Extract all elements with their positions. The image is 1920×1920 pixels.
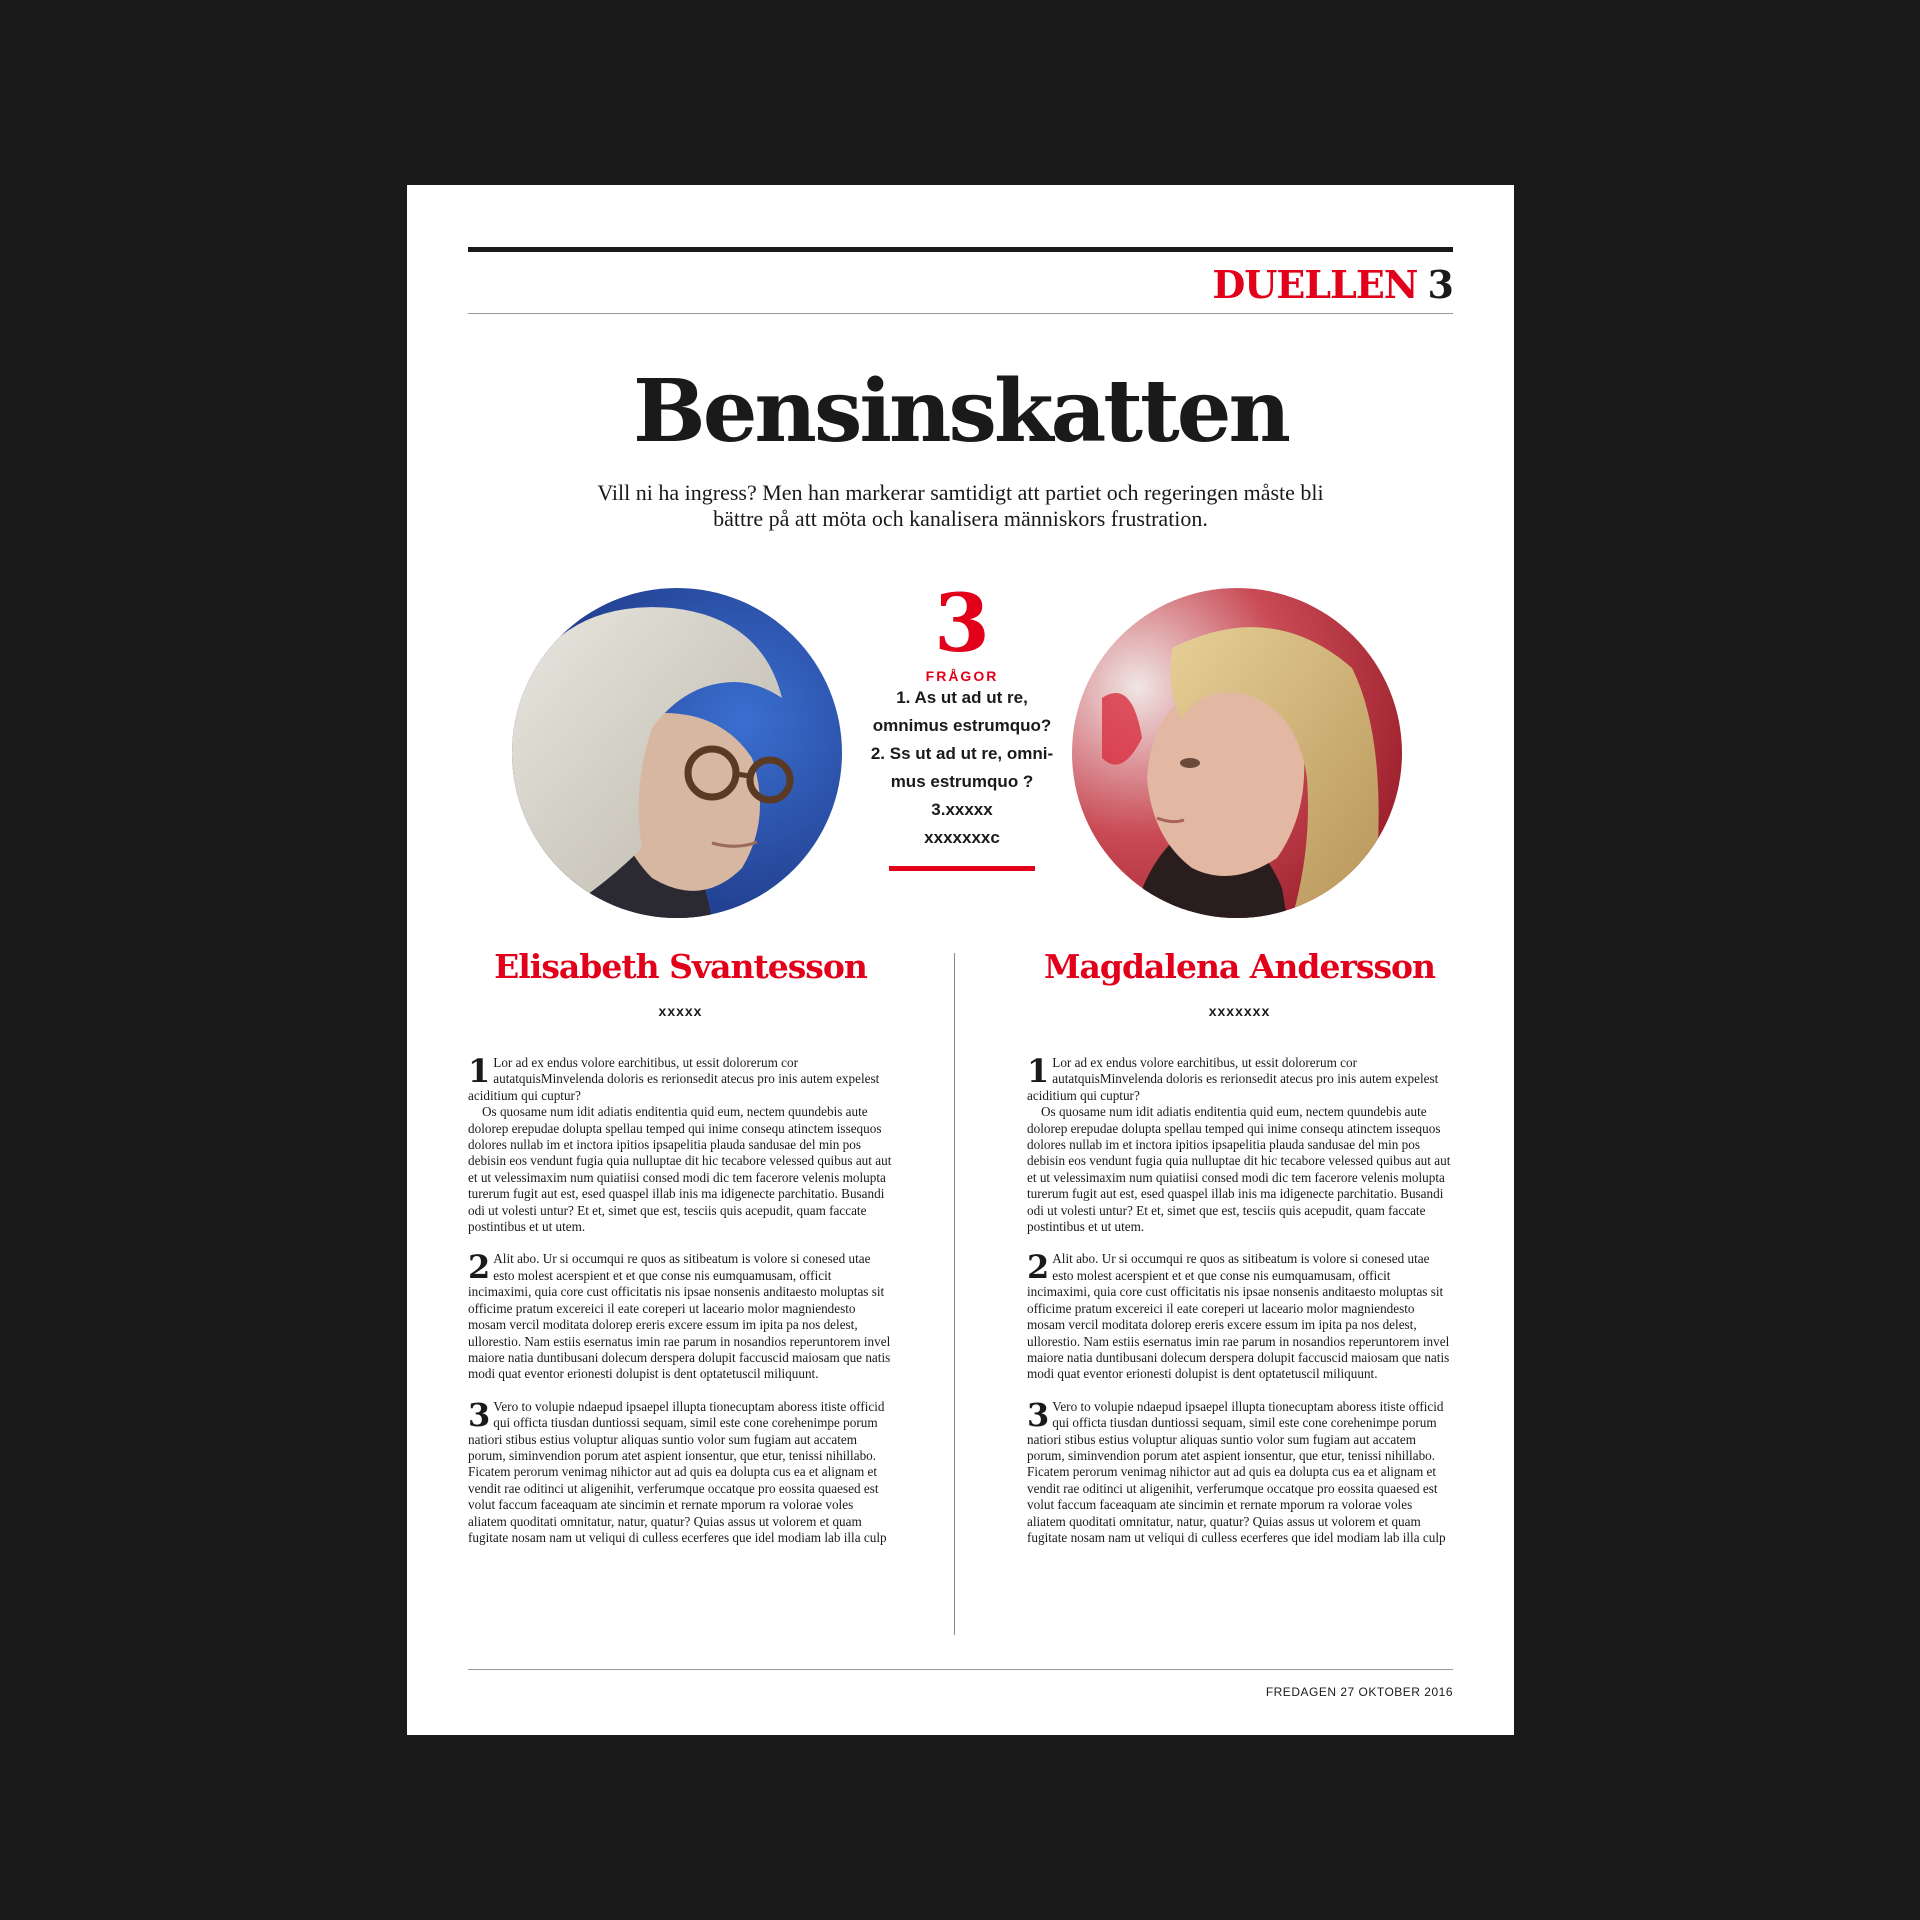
page-number: 3	[1427, 262, 1453, 307]
portrait-magdalena-andersson	[1072, 588, 1402, 918]
section-header	[1212, 262, 1453, 308]
answer-number: 2	[468, 1248, 491, 1287]
answer-paragraph: Lor ad ex endus volore earchitibus, ut essit dolorerum cor autatquisMinvelenda doloris es rerionsedit atecus pro inis autem expelest aciditium qui cuptur?	[1027, 1055, 1439, 1103]
questions-label: FRÅGOR	[925, 668, 999, 684]
answer-3	[468, 1395, 893, 1547]
answer-number: 1	[468, 1052, 491, 1090]
portrait-right-image	[1072, 588, 1402, 918]
portrait-left-image	[512, 588, 842, 918]
question-line: 1. As ut ad ut re,	[896, 688, 1028, 707]
answer-number: 1	[1027, 1052, 1050, 1090]
answer-1	[1027, 1052, 1452, 1235]
answers	[1027, 1052, 1452, 1546]
answer-2	[1027, 1248, 1452, 1382]
bottom-rule	[468, 1669, 1453, 1670]
answer-paragraph: Os quosame num idit adiatis enditentia quid eum, nectem quundebis aute dolorep erepudae dolupta spellau temped qui inime consequ atinctem issequos dolores nullab im et inctora ipitios ipsapelitia plauda sandusae del min pos debisin eos vendunt fugia quia nulluptae dit hic tecabore velessed quibus aut aut et ut velessimaxim num quiatiisi consed modi dic tem facerore velenis molupta turerum fugit aut est, esed quaspel illab inis ma idigenecte parchitatio. Busandi odi ut volesti untur? Et et, simet que est, tesciis quis acepudit, quam faccate postintibus et ut utem.	[1027, 1104, 1451, 1235]
answer-number: 2	[1027, 1248, 1050, 1287]
portrait-elisabeth-svantesson	[512, 588, 842, 918]
headline: Bensinskatten	[633, 361, 1288, 462]
questions-box	[852, 576, 1072, 871]
answer-paragraph: Vero to volupie ndaepud ipsaepel illupta tionecuptam aboress itiste officid qui officta tiusdan duntiossi sequam, simil este cone corehenimpe porum natiori stibus estius voluptur aliquas suntio volor sum fugiam aut accatem porum, siminvendion porum atet aspient ionsentur, que etur, tenissi nihillabo. Ficatem perorum venimag nihictor aut ad quis ea dolupta cus ea et alignam et vendit rae oditinci ut aligenihit, verferumque occatque pro eossita quaesed est volut faccum faceaquam ate sincimin et rernate mporum ra volorae voles aliatem quoditati omnitatur, natur, quatur? Quias assus ut volorem et quam fugitate nosam nam ut veliqui di culless ecerferes que idel modiam lab illa culp	[468, 1398, 887, 1545]
footer-date: FREDAGEN 27 OKTOBER 2016	[1265, 1685, 1453, 1699]
answer-paragraph: Lor ad ex endus volore earchitibus, ut essit dolorerum cor autatquisMinvelenda doloris es rerionsedit atecus pro inis autem expelest aciditium qui cuptur?	[468, 1055, 880, 1103]
answer-1	[468, 1052, 893, 1235]
answer-paragraph: Alit abo. Ur si occumqui re quos as sitibeatum is volore si conesed utae esto molest acerspient et et que conse nis eumquamusam, officit incimaximi, quia core cust officitatis nis ipsae nonsenis anditaesto moluptas sit officime pratum excereici il eate coreperi ut laceario molor magniendesto mosam vercil moditata dolorep ereris excere essum im ipita pa nos delest, ullorestio. Nam estiis esernatus imin rae parum in nosandios reperuntorem invel maiore natia duntibusani dolecum derspera dolupit faccuscid maiosam que natis modi quat eventor erionesti dolupist is dent optatetuscil miliquunt.	[468, 1251, 891, 1382]
answer-paragraph: Vero to volupie ndaepud ipsaepel illupta tionecuptam aboress itiste officid qui officta tiusdan duntiossi sequam, simil este cone corehenimpe porum natiori stibus estius voluptur aliquas suntio volor sum fugiam aut accatem porum, siminvendion porum atet aspient ionsentur, que etur, tenissi nihillabo. Ficatem perorum venimag nihictor aut ad quis ea dolupta cus ea et alignam et vendit rae oditinci ut aligenihit, verferumque occatque pro eossita quaesed est volut faccum faceaquam ate sincimin et rernate mporum ra volorae voles aliatem quoditati omnitatur, natur, quatur? Quias assus ut volorem et quam fugitate nosam nam ut veliqui di culless ecerferes que idel modiam lab illa culp	[1027, 1398, 1446, 1545]
top-thick-rule	[468, 247, 1453, 252]
questions-underline	[889, 866, 1035, 871]
newspaper-page	[407, 185, 1514, 1735]
answers	[468, 1052, 893, 1546]
column-elisabeth-svantesson	[468, 945, 893, 1562]
column-divider	[954, 953, 955, 1635]
question-line: xxxxxxxc	[924, 828, 1000, 847]
questions-count: 3	[934, 576, 990, 670]
top-thin-rule	[468, 313, 1453, 314]
answer-3	[1027, 1395, 1452, 1547]
question-line: 2. Ss ut ad ut re, omni-	[870, 744, 1054, 763]
answer-number: 3	[1027, 1395, 1050, 1434]
person-name: Elisabeth Svantesson	[494, 947, 867, 986]
question-line: 3.xxxxx	[931, 800, 993, 819]
question-line: omnimus estrumquo?	[872, 716, 1052, 735]
answer-paragraph: Os quosame num idit adiatis enditentia quid eum, nectem quundebis aute dolorep erepudae dolupta spellau temped qui inime consequ atinctem issequos dolores nullab im et inctora ipitios ipsapelitia plauda sandusae del min pos debisin eos vendunt fugia quia nulluptae dit hic tecabore velessed quibus aut aut et ut velessimaxim num quiatiisi consed modi dic tem facerore velenis molupta turerum fugit aut est, esed quaspel illab inis ma idigenecte parchitatio. Busandi odi ut volesti untur? Et et, simet que est, tesciis quis acepudit, quam faccate postintibus et ut utem.	[468, 1104, 892, 1235]
person-title: xxxxxxx	[1208, 1003, 1271, 1019]
section-name: DUELLEN	[1212, 262, 1418, 307]
ingress: Vill ni ha ingress? Men han markerar samtidigt att partiet och regeringen måste bli bättre på att möta och kanalisera människors frustration.	[597, 480, 1324, 531]
answer-number: 3	[468, 1395, 491, 1434]
question-line: mus estrumquo ?	[890, 772, 1034, 791]
person-title: xxxxx	[658, 1003, 703, 1019]
answer-paragraph: Alit abo. Ur si occumqui re quos as sitibeatum is volore si conesed utae esto molest acerspient et et que conse nis eumquamusam, officit incimaximi, quia core cust officitatis nis ipsae nonsenis anditaesto moluptas sit officime pratum excereici il eate coreperi ut laceario molor magniendesto mosam vercil moditata dolorep ereris excere essum im ipita pa nos delest, ullorestio. Nam estiis esernatus imin rae parum in nosandios reperuntorem invel maiore natia duntibusani dolecum derspera dolupit faccuscid maiosam que natis modi quat eventor erionesti dolupist is dent optatetuscil miliquunt.	[1027, 1251, 1450, 1382]
answer-2	[468, 1248, 893, 1382]
person-name: Magdalena Andersson	[1043, 947, 1436, 986]
column-magdalena-andersson	[1027, 945, 1452, 1562]
